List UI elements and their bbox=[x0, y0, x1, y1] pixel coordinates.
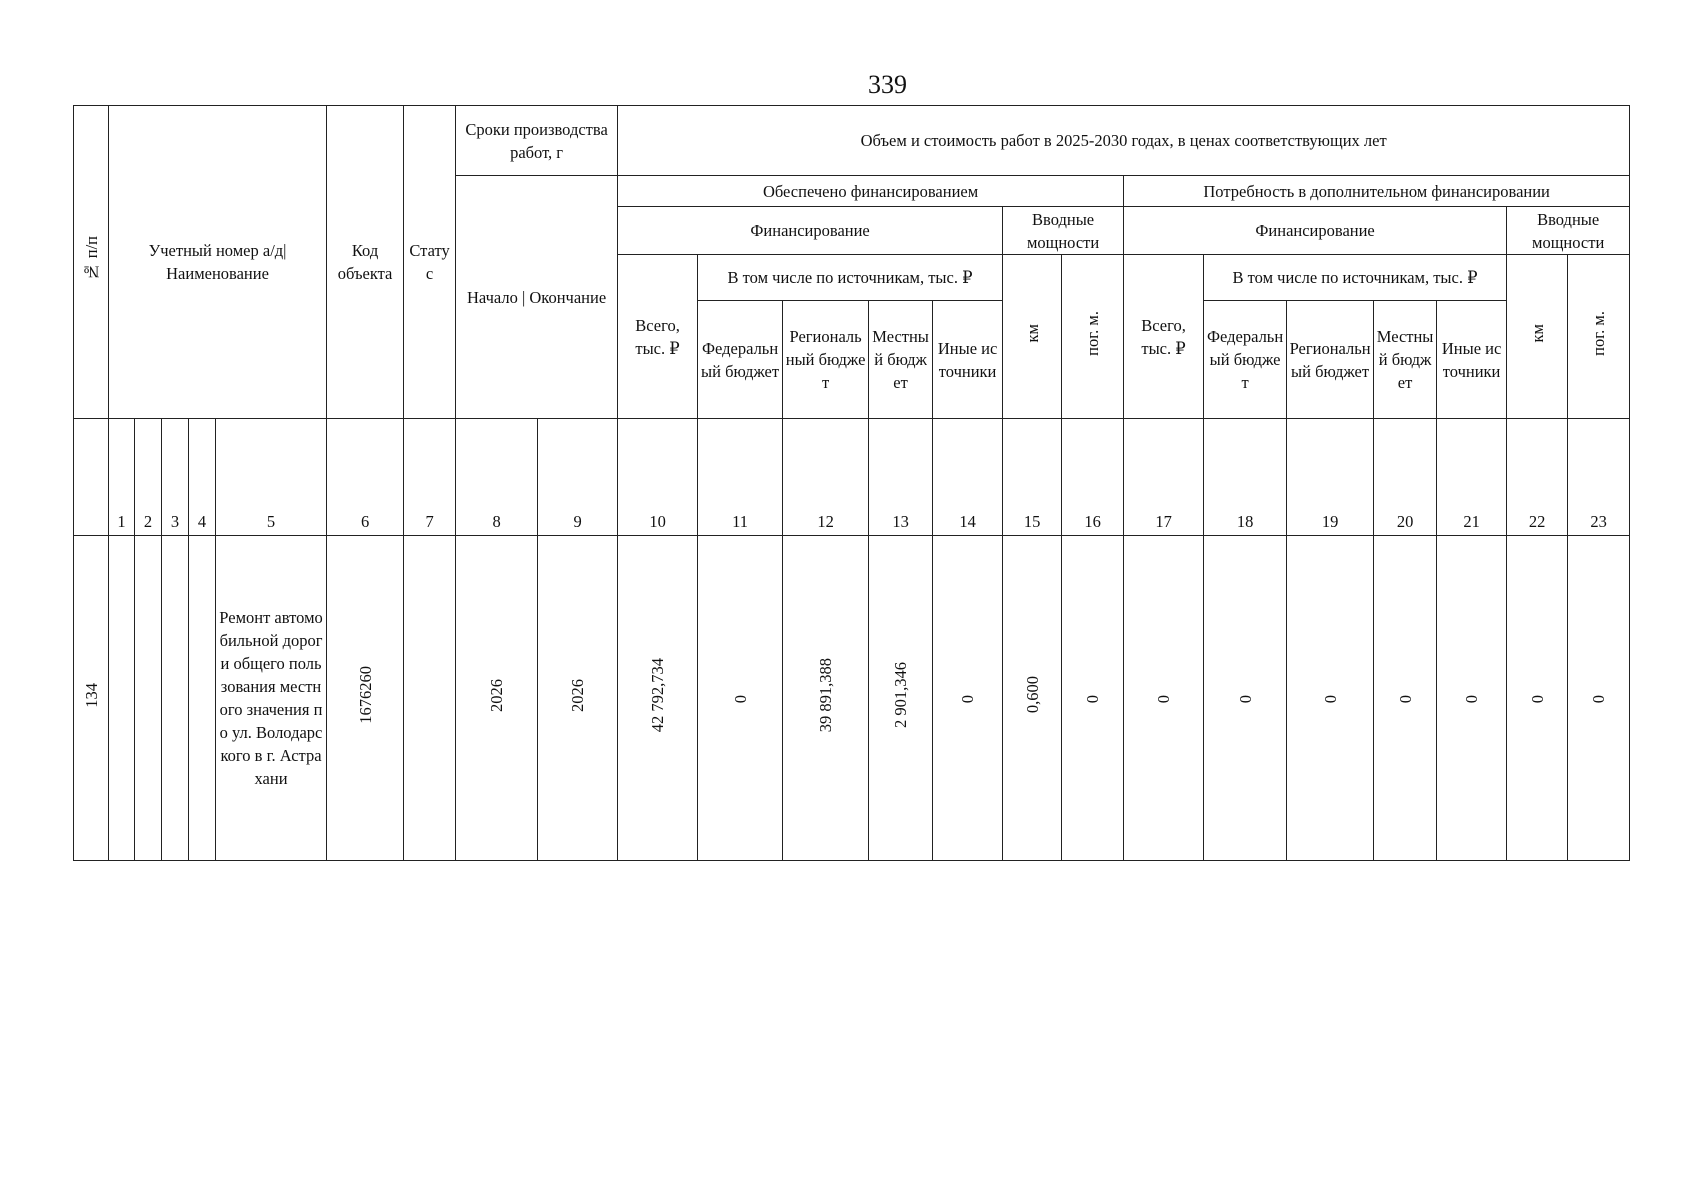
cell-local-secured: 2 901,346 bbox=[869, 536, 933, 861]
header-financing-secured: Финансирование bbox=[618, 207, 1003, 255]
header-total-additional: Всего, тыс. ₽ bbox=[1124, 255, 1204, 419]
column-number: 13 bbox=[869, 419, 933, 536]
header-pog-secured: пог. м. bbox=[1062, 255, 1124, 419]
cell-status bbox=[404, 536, 456, 861]
column-number: 16 bbox=[1062, 419, 1124, 536]
column-number: 14 bbox=[933, 419, 1003, 536]
column-number: 1 bbox=[109, 419, 135, 536]
cell-col-1 bbox=[109, 536, 135, 861]
header-other-additional: Иные источники bbox=[1437, 301, 1507, 419]
header-pog-additional: пог. м. bbox=[1568, 255, 1630, 419]
column-number: 17 bbox=[1124, 419, 1204, 536]
header-additional-need: Потребность в дополнительном финансировании bbox=[1124, 176, 1630, 207]
column-number: 10 bbox=[618, 419, 698, 536]
cell-col-4 bbox=[189, 536, 216, 861]
cell-object-code: 1676260 bbox=[327, 536, 404, 861]
column-number: 9 bbox=[538, 419, 618, 536]
cell-row-no: 134 bbox=[74, 536, 109, 861]
cell-start: 2026 bbox=[456, 536, 538, 861]
column-numbers-row bbox=[74, 419, 1630, 536]
header-regional-secured: Региональный бюджет bbox=[783, 301, 869, 419]
column-number: 4 bbox=[189, 419, 216, 536]
column-number: 21 bbox=[1437, 419, 1507, 536]
column-number: 23 bbox=[1568, 419, 1630, 536]
header-by-sources-additional: В том числе по источникам, тыс. ₽ bbox=[1204, 255, 1507, 301]
column-number: 18 bbox=[1204, 419, 1287, 536]
cell-other-additional: 0 bbox=[1437, 536, 1507, 861]
header-capacity-secured: Вводные мощности bbox=[1003, 207, 1124, 255]
header-account-name: Учетный номер а/д| Наименование bbox=[109, 106, 327, 419]
cell-col-3 bbox=[162, 536, 189, 861]
cell-total-additional: 0 bbox=[1124, 536, 1204, 861]
header-federal-additional: Федеральный бюджет bbox=[1204, 301, 1287, 419]
header-km-secured: км bbox=[1003, 255, 1062, 419]
header-financing-additional: Финансирование bbox=[1124, 207, 1507, 255]
header-federal-secured: Федеральный бюджет bbox=[698, 301, 783, 419]
cell-other-secured: 0 bbox=[933, 536, 1003, 861]
column-number: 12 bbox=[783, 419, 869, 536]
column-number: 20 bbox=[1374, 419, 1437, 536]
cell-total-secured: 42 792,734 bbox=[618, 536, 698, 861]
cell-col-2 bbox=[135, 536, 162, 861]
header-regional-additional: Региональный бюджет bbox=[1287, 301, 1374, 419]
header-object-code: Код объекта bbox=[327, 106, 404, 419]
header-other-secured: Иные источники bbox=[933, 301, 1003, 419]
header-capacity-additional: Вводные мощности bbox=[1507, 207, 1630, 255]
column-number: 5 bbox=[216, 419, 327, 536]
cell-pog-secured: 0 bbox=[1062, 536, 1124, 861]
header-secured: Обеспечено финансированием bbox=[618, 176, 1124, 207]
cell-pog-additional: 0 bbox=[1568, 536, 1630, 861]
column-number: 19 bbox=[1287, 419, 1374, 536]
header-period: Сроки производства работ, г bbox=[456, 106, 618, 176]
header-by-sources-secured: В том числе по источникам, тыс. ₽ bbox=[698, 255, 1003, 301]
cell-km-additional: 0 bbox=[1507, 536, 1568, 861]
column-number: 22 bbox=[1507, 419, 1568, 536]
column-number: 7 bbox=[404, 419, 456, 536]
header-volume-cost: Объем и стоимость работ в 2025-2030 годах, в ценах соответствующих лет bbox=[618, 106, 1630, 176]
cell-federal-additional: 0 bbox=[1204, 536, 1287, 861]
cell-regional-additional: 0 bbox=[1287, 536, 1374, 861]
column-number: 2 bbox=[135, 419, 162, 536]
header-local-secured: Местный бюджет bbox=[869, 301, 933, 419]
cell-regional-secured: 39 891,388 bbox=[783, 536, 869, 861]
cell-end: 2026 bbox=[538, 536, 618, 861]
header-km-additional: км bbox=[1507, 255, 1568, 419]
column-number: 15 bbox=[1003, 419, 1062, 536]
cell-federal-secured: 0 bbox=[698, 536, 783, 861]
column-number: 6 bbox=[327, 419, 404, 536]
header-local-additional: Местный бюджет bbox=[1374, 301, 1437, 419]
column-number-blank bbox=[74, 419, 109, 536]
header-start-end: Начало | Окончание bbox=[456, 176, 618, 419]
column-number: 3 bbox=[162, 419, 189, 536]
header-status: Статус bbox=[404, 106, 456, 419]
page-number: 339 bbox=[868, 70, 907, 99]
table-row bbox=[74, 536, 1630, 861]
works-table bbox=[73, 105, 1630, 861]
column-number: 8 bbox=[456, 419, 538, 536]
cell-km-secured: 0,600 bbox=[1003, 536, 1062, 861]
cell-name: Ремонт автомобильной дороги общего пользования местного значения по ул. Володарского в г. Астрахани bbox=[216, 536, 327, 861]
header-total-secured: Всего, тыс. ₽ bbox=[618, 255, 698, 419]
header-row-no: № п/п bbox=[74, 106, 109, 419]
column-number: 11 bbox=[698, 419, 783, 536]
cell-local-additional: 0 bbox=[1374, 536, 1437, 861]
